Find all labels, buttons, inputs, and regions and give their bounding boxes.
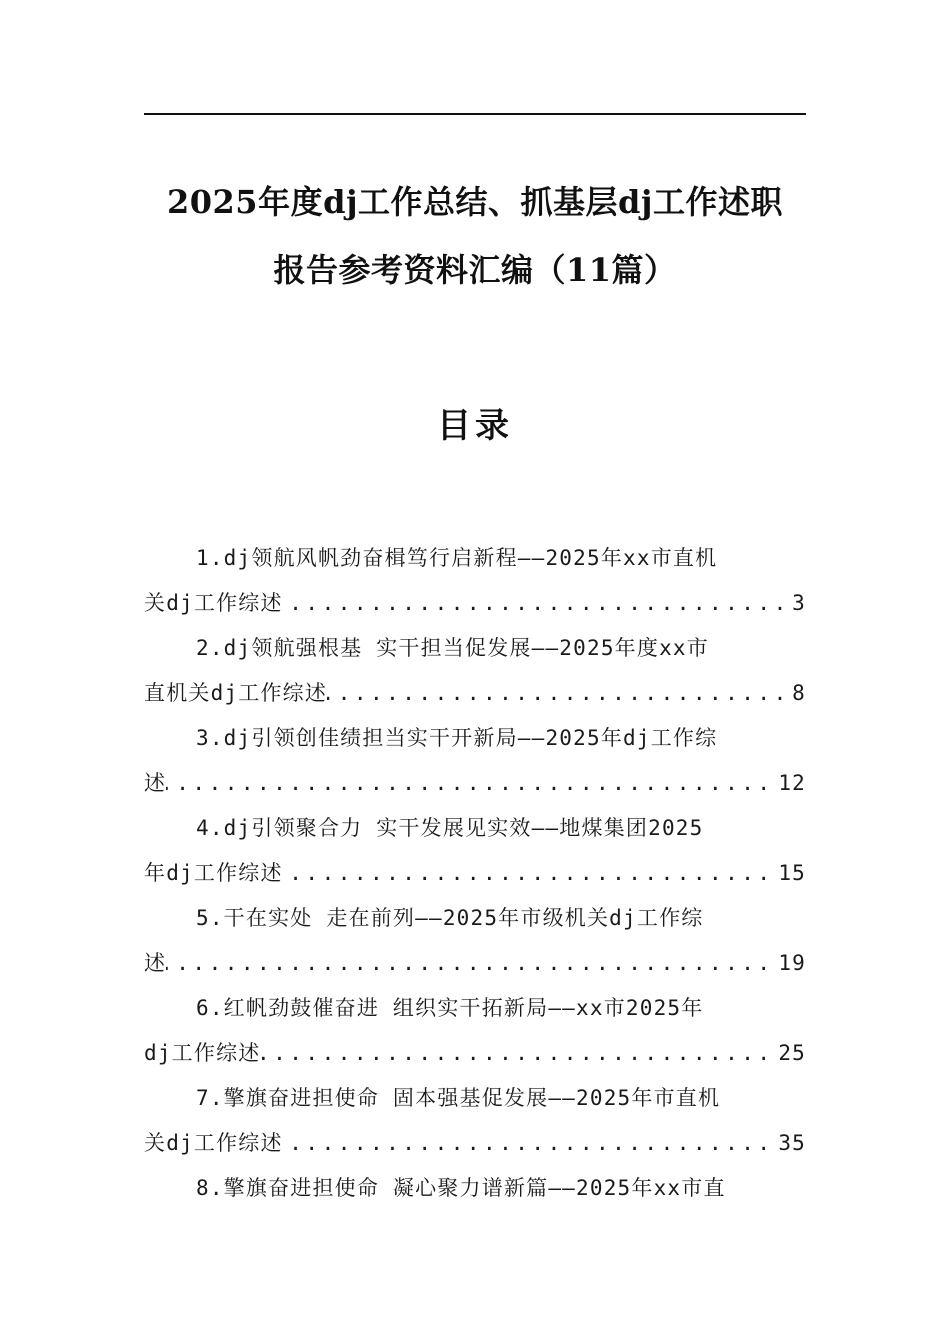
toc-entry-page-number: 3 (790, 581, 806, 626)
document-title-line-1: 2025年度dj工作总结、抓基层dj工作述职 (167, 183, 783, 221)
toc-entry-leader-row (144, 581, 806, 626)
toc-entry-leader-row (144, 851, 806, 896)
toc-entry-3[interactable] (144, 716, 806, 806)
toc-entry-title-continued: 年dj工作综述 (144, 861, 283, 885)
document-title-line-2: 报告参考资料汇编（11篇） (273, 251, 677, 289)
toc-entry-title: 1.dj领航风帆劲奋楫笃行启新程——2025年xx市直机 (196, 546, 718, 570)
toc-entry-page-number: 12 (776, 761, 806, 806)
toc-entry-page-number: 19 (776, 941, 806, 986)
toc-entry-4[interactable] (144, 806, 806, 896)
toc-entry-6[interactable] (144, 986, 806, 1076)
toc-entry-page-number: 35 (776, 1121, 806, 1166)
toc-entry-title-continued: 述 (144, 951, 167, 975)
toc-entry-leader-row (144, 671, 806, 716)
toc-entry-title: 4.dj引领聚合力 实干发展见实效——地煤集团2025 (196, 816, 704, 840)
toc-entry-page-number: 15 (776, 851, 806, 896)
toc-entry-page-number: 8 (790, 671, 806, 716)
toc-heading: 目录 (437, 406, 513, 446)
toc-entry-title-continued: 直机关dj工作综述 (144, 681, 328, 705)
table-of-contents (144, 536, 806, 1211)
toc-entry-2[interactable] (144, 626, 806, 716)
toc-entry-title-continued: 关dj工作综述 (144, 1131, 283, 1155)
toc-entry-title: 7.擎旗奋进担使命 固本强基促发展——2025年市直机 (196, 1086, 721, 1110)
toc-entry-leader-row (144, 941, 806, 986)
toc-entry-5[interactable] (144, 896, 806, 986)
toc-entry-title: 2.dj领航强根基 实干担当促发展——2025年度xx市 (196, 636, 709, 660)
toc-entry-title-continued: 关dj工作综述 (144, 591, 283, 615)
toc-entry-leader-row (144, 1121, 806, 1166)
toc-entry-leader-row (144, 1031, 806, 1076)
toc-entry-leader-row (144, 761, 806, 806)
toc-entry-title: 6.红帆劲鼓催奋进 组织实干拓新局——xx市2025年 (196, 996, 704, 1020)
toc-entry-8[interactable] (144, 1166, 806, 1211)
toc-entry-title: 8.擎旗奋进担使命 凝心聚力谱新篇——2025年xx市直 (196, 1176, 726, 1200)
document-title (110, 168, 840, 304)
toc-entry-1[interactable] (144, 536, 806, 626)
toc-entry-title-continued: dj工作综述 (144, 1041, 261, 1065)
toc-entry-title: 5.干在实处 走在前列——2025年市级机关dj工作综 (196, 906, 704, 930)
top-divider-line (144, 113, 806, 115)
toc-entry-page-number: 25 (776, 1031, 806, 1076)
toc-entry-title-continued: 述 (144, 771, 167, 795)
toc-entry-title: 3.dj引领创佳绩担当实干开新局——2025年dj工作综 (196, 726, 718, 750)
toc-entry-7[interactable] (144, 1076, 806, 1166)
